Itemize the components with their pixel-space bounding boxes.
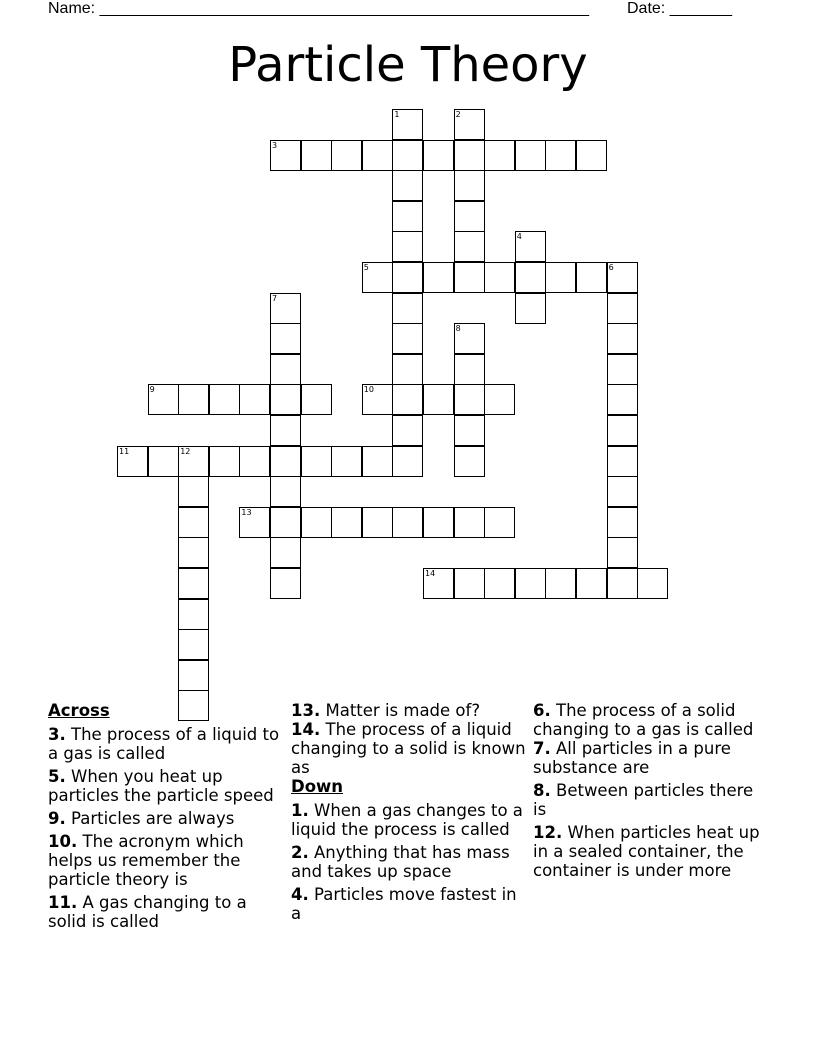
crossword-cell[interactable]	[392, 507, 423, 538]
crossword-cell[interactable]	[607, 262, 638, 293]
crossword-cell[interactable]	[117, 446, 148, 477]
clues-column-3	[533, 701, 768, 884]
crossword-cell[interactable]	[270, 140, 301, 171]
crossword-cell[interactable]	[392, 109, 423, 140]
crossword-cell[interactable]	[484, 384, 515, 415]
clues-column-1	[48, 701, 283, 935]
crossword-cell[interactable]	[454, 109, 485, 140]
clue-across-9: 9. Particles are always	[48, 809, 235, 828]
crossword-cell[interactable]	[178, 629, 209, 660]
crossword-cell[interactable]	[454, 231, 485, 262]
crossword-cell[interactable]	[545, 262, 576, 293]
crossword-cell[interactable]	[454, 415, 485, 446]
crossword-cell[interactable]	[607, 446, 638, 477]
crossword-cell[interactable]	[454, 140, 485, 171]
crossword-cell[interactable]	[607, 476, 638, 507]
crossword-cell[interactable]	[515, 262, 546, 293]
name-field[interactable]: Name: _______________________________________________________	[48, 0, 589, 17]
crossword-cell[interactable]	[301, 384, 332, 415]
crossword-cell[interactable]	[545, 568, 576, 599]
crossword-cell[interactable]	[607, 293, 638, 324]
crossword-cell[interactable]	[454, 507, 485, 538]
crossword-cell[interactable]	[178, 660, 209, 691]
crossword-cell[interactable]	[178, 507, 209, 538]
crossword-cell[interactable]	[392, 446, 423, 477]
clue-across-10: 10. The acronym which helps us remember the particle theory is	[48, 832, 244, 889]
crossword-cell[interactable]	[148, 384, 179, 415]
clue-across-14: 14. The process of a liquid changing to a solid is known as	[291, 720, 526, 777]
crossword-cell[interactable]	[178, 446, 209, 477]
crossword-cell[interactable]	[515, 140, 546, 171]
clue-down-12: 12. When particles heat up in a sealed container, the container is under more	[533, 823, 760, 880]
crossword-cell[interactable]	[607, 568, 638, 599]
crossword-cell[interactable]	[423, 384, 454, 415]
crossword-cell[interactable]	[362, 507, 393, 538]
crossword-cell[interactable]	[178, 384, 209, 415]
crossword-cell[interactable]	[423, 507, 454, 538]
crossword-cell[interactable]	[270, 507, 301, 538]
across-heading: Across	[48, 701, 110, 720]
clue-down-1: 1. When a gas changes to a liquid the process is called	[291, 801, 523, 839]
page-title: Particle Theory	[228, 37, 588, 93]
clue-down-2: 2. Anything that has mass and takes up space	[291, 843, 510, 881]
crossword-cell[interactable]	[607, 354, 638, 385]
crossword-cell[interactable]	[423, 140, 454, 171]
crossword-cell[interactable]	[515, 293, 546, 324]
crossword-cell[interactable]	[454, 568, 485, 599]
clue-number: 6	[608, 263, 614, 272]
clue-number: 2	[455, 110, 461, 119]
clue-number: 3	[272, 140, 278, 150]
clue-number: 1	[394, 110, 400, 119]
clue-number: 11	[119, 446, 130, 456]
crossword-cell[interactable]	[239, 446, 270, 477]
crossword-cell[interactable]	[454, 354, 485, 385]
crossword-cell[interactable]	[576, 140, 607, 171]
clue-number: 7	[272, 293, 278, 303]
crossword-cell[interactable]	[148, 446, 179, 477]
crossword-cell[interactable]	[423, 262, 454, 293]
crossword-cell[interactable]	[301, 446, 332, 477]
crossword-cell[interactable]	[301, 507, 332, 538]
crossword-cell[interactable]	[576, 568, 607, 599]
crossword-cell[interactable]	[331, 446, 362, 477]
crossword-cell[interactable]	[270, 476, 301, 507]
clue-across-5: 5. When you heat up particles the particle speed	[48, 767, 274, 805]
crossword-cell[interactable]	[270, 568, 301, 599]
crossword-cell[interactable]	[607, 537, 638, 568]
crossword-cell[interactable]	[607, 507, 638, 538]
crossword-cell[interactable]	[392, 384, 423, 415]
clue-number: 10	[363, 385, 374, 395]
crossword-cell[interactable]	[239, 384, 270, 415]
clue-down-4: 4. Particles move fastest in a	[291, 885, 517, 923]
crossword-cell[interactable]	[301, 140, 332, 171]
crossword-cell[interactable]	[515, 231, 546, 262]
crossword-cell[interactable]	[270, 384, 301, 415]
crossword-cell[interactable]	[454, 170, 485, 201]
crossword-cell[interactable]	[484, 507, 515, 538]
clue-down-8: 8. Between particles there is	[533, 781, 754, 819]
crossword-cell[interactable]	[454, 446, 485, 477]
crossword-cell[interactable]	[454, 201, 485, 232]
crossword-cell[interactable]	[178, 568, 209, 599]
clue-number: 12	[180, 446, 191, 456]
crossword-cell[interactable]	[637, 568, 668, 599]
date-field[interactable]: Date: _______	[627, 0, 732, 17]
clues-column-2	[291, 701, 526, 927]
clue-down-7: 7. All particles in a pure substance are	[533, 739, 731, 777]
clue-number: 5	[363, 263, 369, 272]
crossword-cell[interactable]	[484, 568, 515, 599]
down-heading: Down	[291, 777, 344, 796]
crossword-cell[interactable]	[576, 262, 607, 293]
crossword-cell[interactable]	[270, 415, 301, 446]
crossword-cell[interactable]	[454, 323, 485, 354]
crossword-cell[interactable]	[392, 323, 423, 354]
clue-across-13: 13. Matter is made of?	[291, 701, 481, 720]
crossword-cell[interactable]	[607, 415, 638, 446]
crossword-cell[interactable]	[331, 507, 362, 538]
clue-number: 13	[241, 507, 252, 517]
crossword-cell[interactable]	[607, 323, 638, 354]
crossword-cell[interactable]	[270, 323, 301, 354]
crossword-cell[interactable]	[331, 140, 362, 171]
crossword-cell[interactable]	[392, 201, 423, 232]
crossword-cell[interactable]	[423, 568, 454, 599]
crossword-cell[interactable]	[178, 476, 209, 507]
crossword-cell[interactable]	[515, 568, 546, 599]
clue-number: 4	[516, 232, 522, 242]
crossword-cell[interactable]	[362, 446, 393, 477]
crossword-cell[interactable]	[270, 354, 301, 385]
clue-across-11: 11. A gas changing to a solid is called	[48, 893, 247, 931]
clue-number: 9	[149, 385, 155, 395]
crossword-cell[interactable]	[209, 384, 240, 415]
crossword-cell[interactable]	[454, 262, 485, 293]
crossword-cell[interactable]	[392, 262, 423, 293]
crossword-cell[interactable]	[392, 170, 423, 201]
crossword-cell[interactable]	[178, 599, 209, 630]
clue-number: 8	[455, 324, 461, 334]
crossword-cell[interactable]	[454, 384, 485, 415]
crossword-cell[interactable]	[392, 140, 423, 171]
crossword-cell[interactable]	[607, 384, 638, 415]
crossword-cell[interactable]	[545, 140, 576, 171]
clue-across-3: 3. The process of a liquid to a gas is called	[48, 725, 280, 763]
crossword-cell[interactable]	[362, 384, 393, 415]
crossword-cell[interactable]	[178, 537, 209, 568]
crossword-cell[interactable]	[362, 262, 393, 293]
crossword-cell[interactable]	[392, 231, 423, 262]
crossword-cell[interactable]	[484, 140, 515, 171]
clue-number: 14	[425, 569, 436, 578]
crossword-cell[interactable]	[270, 293, 301, 324]
crossword-cell[interactable]	[484, 262, 515, 293]
clue-down-6: 6. The process of a solid changing to a gas is called	[533, 701, 754, 739]
crossword-cell[interactable]	[209, 446, 240, 477]
crossword-cell[interactable]	[392, 354, 423, 385]
crossword-cell[interactable]	[270, 537, 301, 568]
crossword-cell[interactable]	[239, 507, 270, 538]
crossword-cell[interactable]	[270, 446, 301, 477]
crossword-cell[interactable]	[392, 415, 423, 446]
crossword-cell[interactable]	[362, 140, 393, 171]
crossword-cell[interactable]	[392, 293, 423, 324]
